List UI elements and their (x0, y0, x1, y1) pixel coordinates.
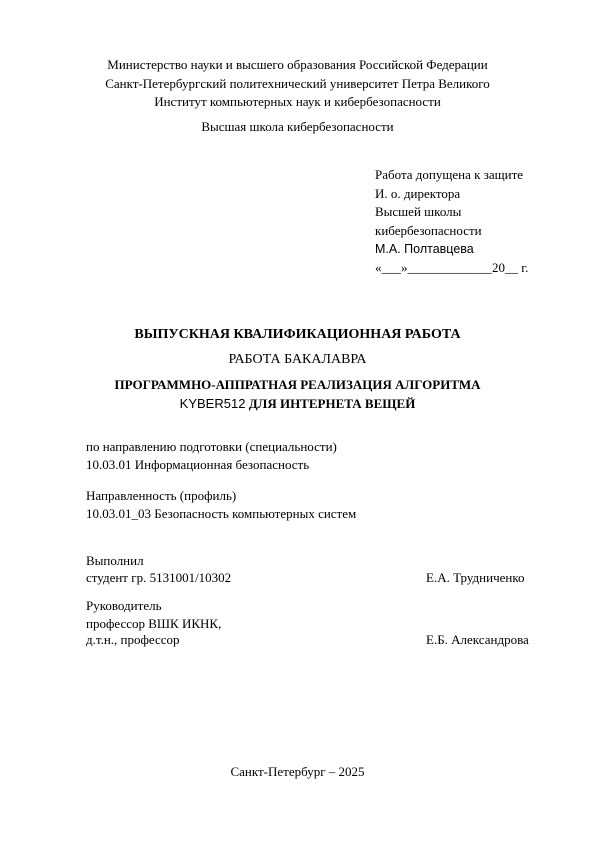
author-group: студент гр. 5131001/10302 (86, 570, 232, 585)
approval-line-2: И. о. директора (375, 186, 461, 201)
ministry-line: Министерство науки и высшего образования Российской Федерации (107, 57, 488, 72)
author-name: Е.А. Трудниченко (426, 570, 525, 585)
work-subtype-heading: РАБОТА БАКАЛАВРА (228, 352, 367, 367)
approval-line-1: Работа допущена к защите (375, 167, 524, 182)
director-name: М.А. Полтавцева (375, 242, 474, 256)
supervisor-label: Руководитель (86, 598, 162, 613)
institute-line: Институт компьютерных наук и кибербезопасности (154, 94, 441, 109)
topic-line-2 (0, 396, 595, 412)
supervisor-position: профессор ВШК ИКНК, (86, 616, 222, 631)
topic-line-1: ПРОГРАММНО-АППРАТНАЯ РЕАЛИЗАЦИЯ АЛГОРИТМА (114, 377, 481, 392)
work-type-heading: ВЫПУСКНАЯ КВАЛИФИКАЦИОННАЯ РАБОТА (134, 327, 461, 342)
direction-label: по направлению подготовки (специальности) (86, 439, 337, 454)
supervisor-degree: д.т.н., профессор (86, 632, 180, 647)
topic-suffix: ДЛЯ ИНТЕРНЕТА ВЕЩЕЙ (245, 396, 416, 411)
topic-algorithm-name: KYBER512 (179, 396, 246, 411)
approval-line-4: кибербезопасности (375, 223, 482, 238)
profile-value: 10.03.01_03 Безопасность компьютерных систем (86, 506, 357, 521)
approval-date-line: «___»_____________20__ г. (375, 260, 529, 275)
profile-label: Направленность (профиль) (86, 488, 237, 503)
direction-value: 10.03.01 Информационная безопасность (86, 457, 310, 472)
author-label: Выполнил (86, 553, 144, 568)
city-year: Санкт-Петербург – 2025 (230, 764, 365, 779)
school-line: Высшая школа кибербезопасности (201, 119, 394, 134)
approval-line-3: Высшей школы (375, 204, 462, 219)
supervisor-name: Е.Б. Александрова (426, 632, 529, 647)
university-line: Санкт-Петербургский политехнический университет Петра Великого (105, 76, 490, 91)
